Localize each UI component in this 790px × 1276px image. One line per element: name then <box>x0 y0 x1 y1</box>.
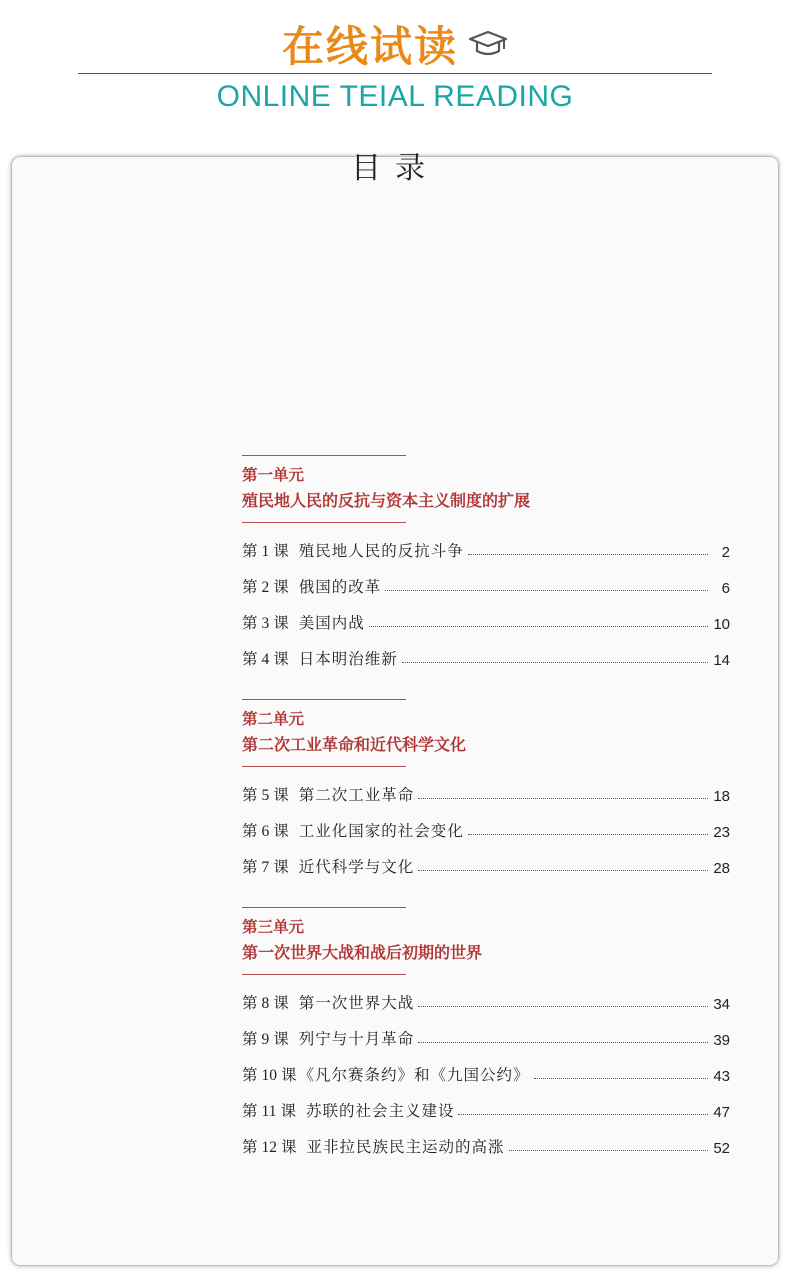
page-number: 2 <box>721 544 730 561</box>
lesson-title: 《凡尔赛条约》和《九国公约》 <box>298 1066 530 1084</box>
dot-leader <box>534 1077 708 1079</box>
page-number: 18 <box>713 788 730 805</box>
lesson-number: 第 5 课 <box>242 786 289 804</box>
unit-name: 第二次工业革命和近代科学文化 <box>242 735 467 754</box>
dot-leader <box>468 553 708 555</box>
toc-entry[interactable] <box>242 609 730 633</box>
dot-leader <box>468 833 708 835</box>
unit-label: 第三单元 <box>242 917 305 936</box>
unit-2-header <box>242 699 466 767</box>
lesson-title: 日本明治维新 <box>298 650 398 668</box>
unit-divider <box>242 699 406 700</box>
unit-name: 殖民地人民的反抗与资本主义制度的扩展 <box>242 491 531 510</box>
lesson-title: 亚非拉民族民主运动的高涨 <box>306 1138 505 1156</box>
header-title: 在线试读 <box>281 22 458 71</box>
lesson-number: 第 8 课 <box>242 994 289 1012</box>
header-title-row <box>0 14 790 74</box>
dot-leader <box>402 661 708 663</box>
lesson-number: 第 10 课 <box>242 1066 297 1084</box>
page-number: 23 <box>713 824 730 841</box>
toc-entry[interactable] <box>242 853 730 877</box>
unit-name: 第一次世界大战和战后初期的世界 <box>242 943 483 962</box>
lesson-title: 近代科学与文化 <box>298 858 415 876</box>
toc-entry[interactable] <box>242 537 730 561</box>
dot-leader <box>418 1041 708 1043</box>
toc-entry[interactable] <box>242 989 730 1013</box>
lesson-title: 俄国的改革 <box>298 578 382 596</box>
lesson-title: 工业化国家的社会变化 <box>298 822 464 840</box>
unit-3-header <box>242 907 482 975</box>
dot-leader <box>509 1149 708 1151</box>
dot-leader <box>418 869 708 871</box>
lesson-number: 第 2 课 <box>242 578 289 596</box>
toc-entry[interactable] <box>242 1133 730 1157</box>
dot-leader <box>418 1005 708 1007</box>
lesson-title: 美国内战 <box>298 614 365 632</box>
lesson-title: 列宁与十月革命 <box>298 1030 415 1048</box>
page-number: 6 <box>721 580 730 597</box>
lesson-title: 殖民地人民的反抗斗争 <box>298 542 464 560</box>
toc-entry[interactable] <box>242 645 730 669</box>
unit-1-header <box>242 455 530 523</box>
unit-divider <box>242 766 406 767</box>
toc-entry[interactable] <box>242 817 730 841</box>
dot-leader <box>385 589 708 591</box>
page-number: 43 <box>713 1068 730 1085</box>
toc-title: 目录 <box>351 151 439 186</box>
page-number: 14 <box>713 652 730 669</box>
toc-entry[interactable] <box>242 1025 730 1049</box>
lesson-number: 第 9 课 <box>242 1030 289 1048</box>
page-number: 47 <box>713 1104 730 1121</box>
page-number: 10 <box>713 616 730 633</box>
dot-leader <box>418 797 708 799</box>
page-number: 28 <box>713 860 730 877</box>
page-number: 34 <box>713 996 730 1013</box>
toc-entry[interactable] <box>242 1097 730 1121</box>
header-subtitle: ONLINE TEIAL READING <box>216 80 574 113</box>
graduation-cap-icon <box>468 24 508 64</box>
unit-divider <box>242 907 406 908</box>
toc-entry[interactable] <box>242 573 730 597</box>
unit-divider <box>242 522 406 523</box>
page-number: 39 <box>713 1032 730 1049</box>
unit-label: 第一单元 <box>242 465 305 484</box>
dot-leader <box>458 1113 708 1115</box>
lesson-number: 第 3 课 <box>242 614 289 632</box>
lesson-number: 第 7 课 <box>242 858 289 876</box>
lesson-title: 第二次工业革命 <box>298 786 415 804</box>
unit-divider <box>242 455 406 456</box>
lesson-number: 第 4 课 <box>242 650 289 668</box>
lesson-number: 第 11 课 <box>242 1102 296 1120</box>
toc-entry[interactable] <box>242 781 730 805</box>
toc-entry[interactable] <box>242 1061 730 1085</box>
lesson-title: 第一次世界大战 <box>298 994 415 1012</box>
lesson-title: 苏联的社会主义建设 <box>305 1102 455 1120</box>
lesson-number: 第 12 课 <box>242 1138 297 1156</box>
page-number: 52 <box>713 1140 730 1157</box>
lesson-number: 第 6 课 <box>242 822 289 840</box>
dot-leader <box>369 625 708 627</box>
unit-label: 第二单元 <box>242 709 305 728</box>
header-divider <box>78 73 712 74</box>
unit-divider <box>242 974 406 975</box>
lesson-number: 第 1 课 <box>242 542 289 560</box>
